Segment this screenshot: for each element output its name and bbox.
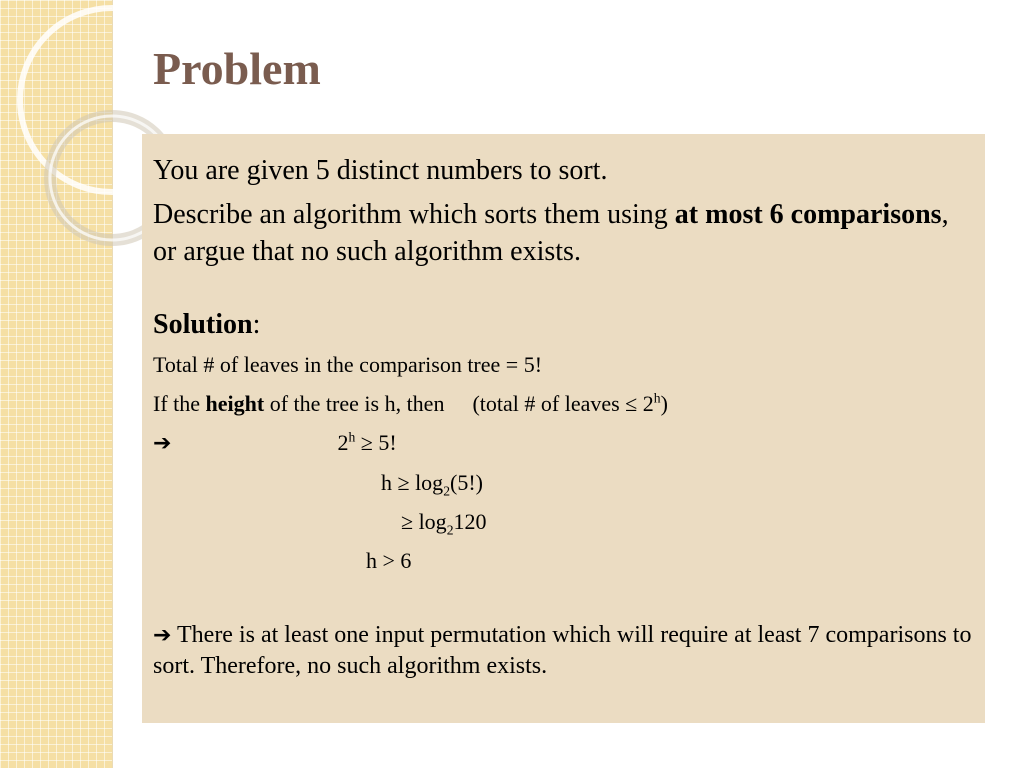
step1-base: 2 — [337, 430, 349, 455]
step1-rest: ≥ 5! — [355, 430, 397, 455]
problem-statement-line2 — [153, 196, 953, 270]
step4-text: h > 6 — [366, 548, 412, 573]
step2-before: h ≥ log — [381, 470, 444, 495]
step3-sub: 2 — [446, 522, 454, 538]
right-arrow-icon: ➔ — [153, 623, 172, 648]
step3-before: ≥ log — [401, 509, 447, 534]
decorative-side-band — [0, 0, 113, 768]
derivation-step1 — [153, 428, 985, 459]
solution-colon: : — [252, 309, 261, 340]
step2-after: (5!) — [450, 470, 483, 495]
height-line — [153, 389, 985, 419]
leaves-line: Total # of leaves in the comparison tree = 5! — [153, 352, 543, 377]
height-paren-sup: h — [653, 390, 661, 406]
solution-heading — [153, 306, 985, 344]
conclusion — [153, 620, 973, 681]
problem-statement-line1: You are given 5 distinct numbers to sort. — [153, 155, 608, 186]
height-paren-after: ) — [660, 391, 668, 416]
problem-text-before: Describe an algorithm which sorts them using — [153, 199, 675, 230]
step3-after: 120 — [453, 509, 487, 534]
derivation-step3 — [153, 507, 985, 537]
solution-label: Solution — [153, 309, 253, 340]
height-text-middle: of the tree is h, then — [264, 391, 445, 416]
slide-title: Problem — [153, 43, 321, 94]
problem-text-bold: at most 6 comparisons — [674, 199, 942, 230]
derivation-step2 — [153, 468, 985, 498]
step1-sup: h — [348, 429, 356, 445]
height-text-before: If the — [153, 391, 206, 416]
height-text-bold: height — [205, 391, 265, 416]
problem-text-after: , or argue that no such algorithm exists. — [153, 199, 949, 267]
derivation-step4 — [153, 546, 985, 576]
step2-sub: 2 — [443, 483, 450, 499]
conclusion-text: There is at least one input permutation which will require at least 7 comparisons to sort. Therefore, no such algorithm exists. — [153, 622, 972, 679]
height-paren-before: (total # of leaves ≤ 2 — [472, 391, 654, 416]
content-panel — [142, 134, 985, 723]
right-arrow-icon: ➔ — [153, 431, 172, 456]
